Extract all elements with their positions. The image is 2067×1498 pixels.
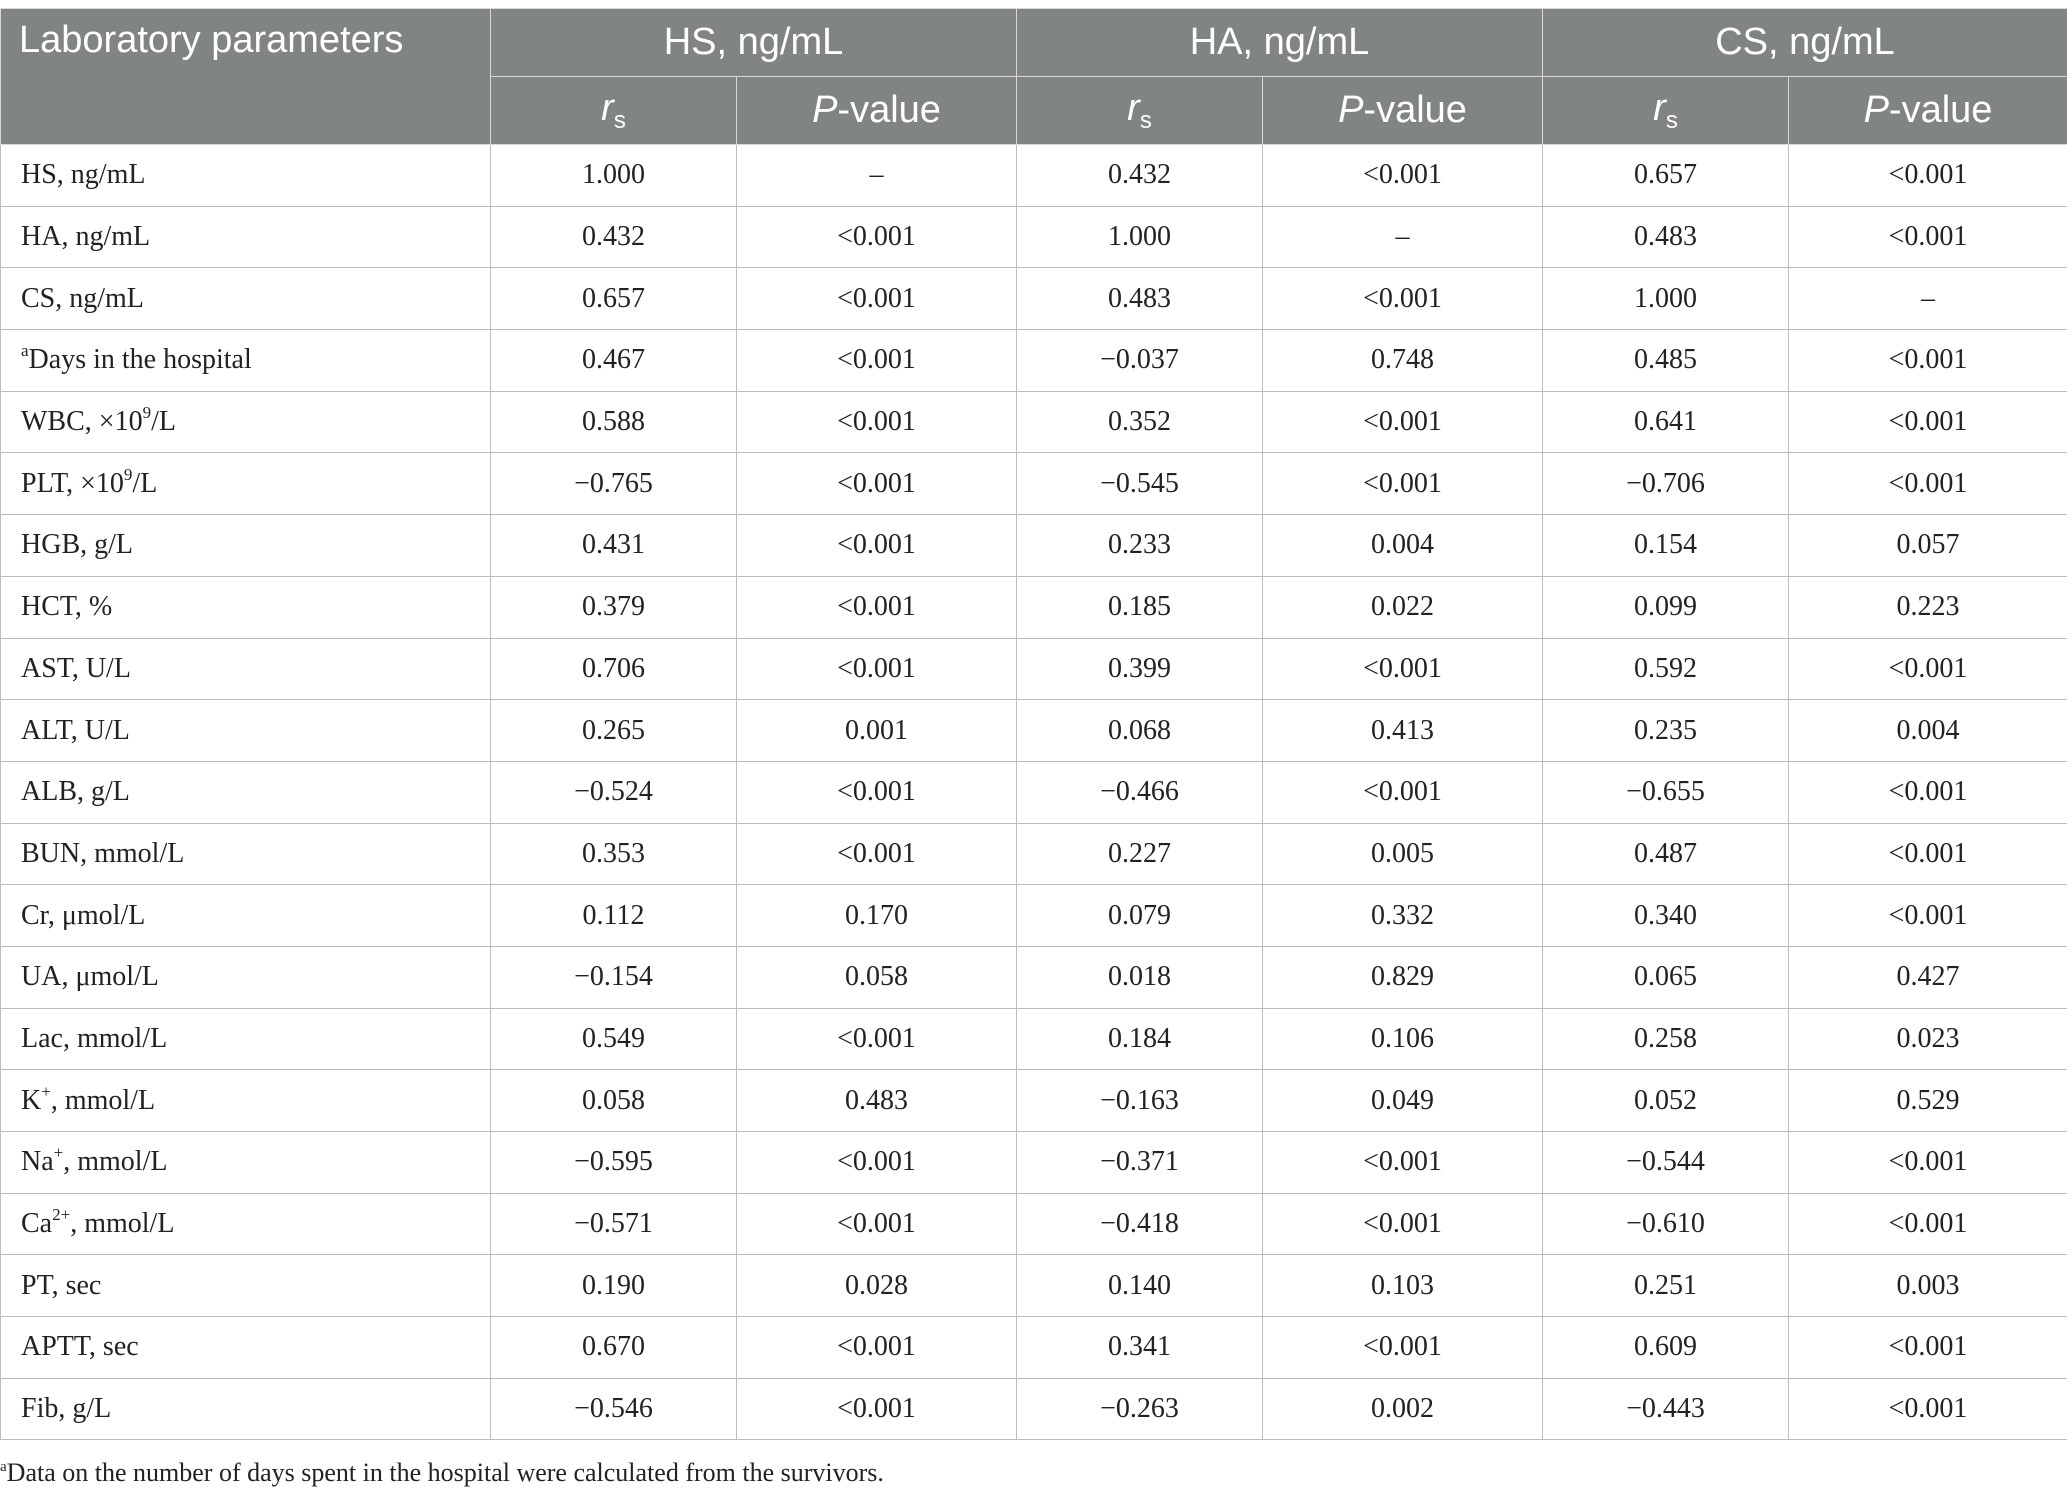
hs-p-cell: <0.001 bbox=[737, 330, 1017, 392]
ha-rs-cell: 0.483 bbox=[1017, 268, 1263, 330]
cs-rs-cell: 0.487 bbox=[1543, 823, 1789, 885]
hs-p-cell: 0.028 bbox=[737, 1255, 1017, 1317]
cs-p-cell: <0.001 bbox=[1789, 823, 2067, 885]
hs-p-cell: <0.001 bbox=[737, 391, 1017, 453]
footnote-text: Data on the number of days spent in the hospital were calculated from the survivors. bbox=[6, 1458, 884, 1487]
cs-p-cell: <0.001 bbox=[1789, 206, 2067, 268]
hs-rs-cell: 0.431 bbox=[491, 515, 737, 577]
hs-rs-cell: 0.588 bbox=[491, 391, 737, 453]
parameter-name-cell bbox=[1, 1193, 491, 1255]
cs-rs-cell: 1.000 bbox=[1543, 268, 1789, 330]
cs-rs-cell: 0.235 bbox=[1543, 700, 1789, 762]
cs-p-cell: <0.001 bbox=[1789, 330, 2067, 392]
cs-p-cell: 0.003 bbox=[1789, 1255, 2067, 1317]
r-subscript: s bbox=[1665, 106, 1678, 134]
hs-rs-cell: −0.154 bbox=[491, 946, 737, 1008]
cs-p-cell: <0.001 bbox=[1789, 145, 2067, 207]
parameter-name-cell bbox=[1, 1378, 491, 1440]
table-row bbox=[1, 268, 2067, 330]
hs-p-cell: 0.170 bbox=[737, 885, 1017, 947]
hs-p-cell: <0.001 bbox=[737, 576, 1017, 638]
parameter-name: WBC, ×10 bbox=[21, 406, 143, 438]
table-row bbox=[1, 1070, 2067, 1132]
parameter-name: Fib, g/L bbox=[21, 1393, 112, 1425]
hs-rs-cell: 0.379 bbox=[491, 576, 737, 638]
cs-p-cell: <0.001 bbox=[1789, 638, 2067, 700]
cs-p-cell: <0.001 bbox=[1789, 453, 2067, 515]
hs-p-cell: <0.001 bbox=[737, 1132, 1017, 1194]
hs-p-cell: <0.001 bbox=[737, 1008, 1017, 1070]
ha-rs-cell: 0.184 bbox=[1017, 1008, 1263, 1070]
table-row bbox=[1, 391, 2067, 453]
ha-p-cell: 0.022 bbox=[1263, 576, 1543, 638]
cs-p-cell: 0.427 bbox=[1789, 946, 2067, 1008]
ha-p-cell: <0.001 bbox=[1263, 391, 1543, 453]
parameter-name: CS, ng/mL bbox=[21, 282, 144, 314]
ha-p-cell: 0.049 bbox=[1263, 1070, 1543, 1132]
ha-rs-cell: 0.018 bbox=[1017, 946, 1263, 1008]
parameter-name-cell bbox=[1, 885, 491, 947]
parameter-name: HA, ng/mL bbox=[21, 221, 151, 253]
parameter-name: PLT, ×10 bbox=[21, 467, 124, 499]
table-row bbox=[1, 330, 2067, 392]
cs-rs-cell: −0.544 bbox=[1543, 1132, 1789, 1194]
cs-p-cell: 0.057 bbox=[1789, 515, 2067, 577]
cs-p-cell: <0.001 bbox=[1789, 1317, 2067, 1379]
table-body bbox=[1, 145, 2067, 1440]
parameter-name: K bbox=[21, 1084, 42, 1116]
parameter-name: HCT, % bbox=[21, 591, 113, 623]
table-row bbox=[1, 700, 2067, 762]
ha-p-cell: 0.106 bbox=[1263, 1008, 1543, 1070]
parameter-post: , mmol/L bbox=[70, 1208, 175, 1240]
parameter-name-cell bbox=[1, 330, 491, 392]
parameter-post: /L bbox=[151, 406, 176, 438]
parameter-sup: 9 bbox=[123, 464, 133, 484]
parameter-name: Ca bbox=[21, 1208, 53, 1240]
cs-rs-cell: −0.655 bbox=[1543, 761, 1789, 823]
hs-rs-cell: −0.765 bbox=[491, 453, 737, 515]
ha-p-cell: 0.004 bbox=[1263, 515, 1543, 577]
correlation-table-wrapper bbox=[0, 8, 2067, 1440]
hs-rs-cell: −0.595 bbox=[491, 1132, 737, 1194]
cs-p-cell: 0.004 bbox=[1789, 700, 2067, 762]
ha-rs-cell: 0.233 bbox=[1017, 515, 1263, 577]
table-row bbox=[1, 823, 2067, 885]
ha-p-cell: <0.001 bbox=[1263, 761, 1543, 823]
parameter-post: , mmol/L bbox=[63, 1146, 168, 1178]
parameter-name-cell bbox=[1, 268, 491, 330]
p-symbol: P bbox=[1863, 89, 1889, 131]
r-symbol: r bbox=[1653, 86, 1666, 129]
table-row bbox=[1, 1008, 2067, 1070]
r-symbol: r bbox=[601, 86, 614, 129]
table-row bbox=[1, 1132, 2067, 1194]
parameter-sup: + bbox=[53, 1143, 64, 1163]
parameter-name-cell bbox=[1, 1255, 491, 1317]
header-rs bbox=[491, 77, 737, 145]
r-subscript: s bbox=[613, 106, 626, 134]
parameter-name-cell bbox=[1, 1008, 491, 1070]
cs-rs-cell: 0.065 bbox=[1543, 946, 1789, 1008]
parameter-post: /L bbox=[132, 467, 158, 499]
cs-p-cell: <0.001 bbox=[1789, 761, 2067, 823]
cs-rs-cell: −0.443 bbox=[1543, 1378, 1789, 1440]
cs-p-cell: 0.223 bbox=[1789, 576, 2067, 638]
parameter-name-cell bbox=[1, 453, 491, 515]
ha-p-cell: 0.103 bbox=[1263, 1255, 1543, 1317]
table-row bbox=[1, 638, 2067, 700]
parameter-name: Days in the hospital bbox=[28, 344, 252, 376]
cs-rs-cell: 0.154 bbox=[1543, 515, 1789, 577]
table-row bbox=[1, 1317, 2067, 1379]
parameter-name: Cr, μmol/L bbox=[21, 899, 146, 931]
hs-p-cell: 0.001 bbox=[737, 700, 1017, 762]
hs-rs-cell: −0.571 bbox=[491, 1193, 737, 1255]
ha-p-cell: 0.748 bbox=[1263, 330, 1543, 392]
parameter-name: HS, ng/mL bbox=[21, 159, 146, 191]
ha-rs-cell: 0.432 bbox=[1017, 145, 1263, 207]
cs-rs-cell: −0.610 bbox=[1543, 1193, 1789, 1255]
ha-p-cell: 0.002 bbox=[1263, 1378, 1543, 1440]
header-rs bbox=[1543, 77, 1789, 145]
table-row bbox=[1, 145, 2067, 207]
hs-rs-cell: −0.524 bbox=[491, 761, 737, 823]
hs-rs-cell: 0.549 bbox=[491, 1008, 737, 1070]
parameter-name-cell bbox=[1, 946, 491, 1008]
cs-rs-cell: 0.258 bbox=[1543, 1008, 1789, 1070]
ha-p-cell: <0.001 bbox=[1263, 638, 1543, 700]
cs-rs-cell: 0.340 bbox=[1543, 885, 1789, 947]
hs-p-cell: <0.001 bbox=[737, 206, 1017, 268]
r-subscript: s bbox=[1139, 106, 1152, 134]
table-row bbox=[1, 885, 2067, 947]
ha-p-cell: 0.005 bbox=[1263, 823, 1543, 885]
ha-rs-cell: −0.466 bbox=[1017, 761, 1263, 823]
ha-p-cell: 0.332 bbox=[1263, 885, 1543, 947]
parameter-pre: a bbox=[21, 341, 29, 361]
ha-rs-cell: 1.000 bbox=[1017, 206, 1263, 268]
cs-p-cell: <0.001 bbox=[1789, 391, 2067, 453]
hs-rs-cell: 0.353 bbox=[491, 823, 737, 885]
cs-rs-cell: 0.251 bbox=[1543, 1255, 1789, 1317]
table-row bbox=[1, 576, 2067, 638]
parameter-name: Na bbox=[21, 1146, 54, 1178]
parameter-name-cell bbox=[1, 515, 491, 577]
table-row bbox=[1, 206, 2067, 268]
cs-rs-cell: 0.052 bbox=[1543, 1070, 1789, 1132]
footnote bbox=[0, 1458, 884, 1488]
header-group-hs: HS, ng/mL bbox=[491, 9, 1017, 77]
hs-rs-cell: 0.432 bbox=[491, 206, 737, 268]
parameter-name: HGB, g/L bbox=[21, 529, 133, 561]
parameter-name: ALT, U/L bbox=[21, 714, 130, 746]
cs-p-cell: <0.001 bbox=[1789, 1378, 2067, 1440]
cs-p-cell: <0.001 bbox=[1789, 1193, 2067, 1255]
ha-p-cell: 0.413 bbox=[1263, 700, 1543, 762]
p-symbol: P bbox=[1338, 89, 1364, 131]
ha-p-cell: <0.001 bbox=[1263, 268, 1543, 330]
ha-p-cell: <0.001 bbox=[1263, 145, 1543, 207]
hs-rs-cell: 0.706 bbox=[491, 638, 737, 700]
hs-rs-cell: −0.546 bbox=[491, 1378, 737, 1440]
ha-rs-cell: 0.140 bbox=[1017, 1255, 1263, 1317]
header-p-value bbox=[1263, 77, 1543, 145]
ha-p-cell: <0.001 bbox=[1263, 453, 1543, 515]
cs-rs-cell: 0.592 bbox=[1543, 638, 1789, 700]
ha-rs-cell: −0.263 bbox=[1017, 1378, 1263, 1440]
parameter-post: , mmol/L bbox=[50, 1084, 156, 1116]
table-row bbox=[1, 453, 2067, 515]
ha-rs-cell: −0.163 bbox=[1017, 1070, 1263, 1132]
hs-p-cell: <0.001 bbox=[737, 761, 1017, 823]
parameter-name-cell bbox=[1, 145, 491, 207]
parameter-name-cell bbox=[1, 823, 491, 885]
ha-p-cell: <0.001 bbox=[1263, 1132, 1543, 1194]
cs-rs-cell: 0.657 bbox=[1543, 145, 1789, 207]
parameter-name-cell bbox=[1, 1317, 491, 1379]
hs-rs-cell: 0.657 bbox=[491, 268, 737, 330]
hs-rs-cell: 0.112 bbox=[491, 885, 737, 947]
p-symbol: P bbox=[812, 89, 838, 131]
ha-rs-cell: 0.341 bbox=[1017, 1317, 1263, 1379]
table-row bbox=[1, 946, 2067, 1008]
parameter-name-cell bbox=[1, 761, 491, 823]
cs-rs-cell: 0.483 bbox=[1543, 206, 1789, 268]
cs-p-cell: <0.001 bbox=[1789, 1132, 2067, 1194]
header-rs bbox=[1017, 77, 1263, 145]
correlation-table bbox=[0, 8, 2067, 1440]
hs-rs-cell: 0.190 bbox=[491, 1255, 737, 1317]
ha-rs-cell: −0.037 bbox=[1017, 330, 1263, 392]
cs-p-cell: – bbox=[1789, 268, 2067, 330]
ha-p-cell: <0.001 bbox=[1263, 1317, 1543, 1379]
cs-p-cell: 0.023 bbox=[1789, 1008, 2067, 1070]
hs-rs-cell: 0.467 bbox=[491, 330, 737, 392]
ha-rs-cell: 0.352 bbox=[1017, 391, 1263, 453]
ha-rs-cell: 0.079 bbox=[1017, 885, 1263, 947]
ha-p-cell: 0.829 bbox=[1263, 946, 1543, 1008]
parameter-name: BUN, mmol/L bbox=[21, 837, 185, 869]
parameter-sup: 9 bbox=[142, 403, 152, 423]
parameter-sup: 2+ bbox=[52, 1205, 71, 1225]
parameter-name: Lac, mmol/L bbox=[21, 1022, 168, 1054]
hs-p-cell: 0.483 bbox=[737, 1070, 1017, 1132]
parameter-name: AST, U/L bbox=[21, 652, 131, 684]
ha-rs-cell: 0.227 bbox=[1017, 823, 1263, 885]
cs-p-cell: 0.529 bbox=[1789, 1070, 2067, 1132]
header-group-cs: CS, ng/mL bbox=[1543, 9, 2067, 77]
cs-rs-cell: −0.706 bbox=[1543, 453, 1789, 515]
hs-p-cell: <0.001 bbox=[737, 1317, 1017, 1379]
hs-p-cell: <0.001 bbox=[737, 1378, 1017, 1440]
header-p-value bbox=[1789, 77, 2067, 145]
ha-rs-cell: −0.418 bbox=[1017, 1193, 1263, 1255]
hs-rs-cell: 0.058 bbox=[491, 1070, 737, 1132]
p-rest: -value bbox=[837, 89, 941, 131]
cs-rs-cell: 0.485 bbox=[1543, 330, 1789, 392]
parameter-name-cell bbox=[1, 576, 491, 638]
r-symbol: r bbox=[1127, 86, 1140, 129]
ha-rs-cell: 0.185 bbox=[1017, 576, 1263, 638]
ha-rs-cell: 0.068 bbox=[1017, 700, 1263, 762]
hs-p-cell: <0.001 bbox=[737, 638, 1017, 700]
table-row bbox=[1, 1193, 2067, 1255]
p-rest: -value bbox=[1888, 89, 1993, 131]
footnote-marker: a bbox=[0, 1459, 7, 1475]
header-laboratory-parameters: Laboratory parameters bbox=[1, 9, 491, 145]
ha-rs-cell: 0.399 bbox=[1017, 638, 1263, 700]
ha-p-cell: – bbox=[1263, 206, 1543, 268]
table-row bbox=[1, 515, 2067, 577]
hs-p-cell: <0.001 bbox=[737, 1193, 1017, 1255]
table-row bbox=[1, 761, 2067, 823]
parameter-name: PT, sec bbox=[21, 1269, 102, 1301]
parameter-sup: + bbox=[41, 1081, 51, 1101]
parameter-name: ALB, g/L bbox=[21, 776, 130, 808]
ha-rs-cell: −0.371 bbox=[1017, 1132, 1263, 1194]
parameter-name-cell bbox=[1, 700, 491, 762]
header-p-value bbox=[737, 77, 1017, 145]
p-rest: -value bbox=[1363, 89, 1467, 131]
table-row bbox=[1, 1255, 2067, 1317]
cs-rs-cell: 0.641 bbox=[1543, 391, 1789, 453]
table-header bbox=[1, 9, 2067, 145]
cs-rs-cell: 0.099 bbox=[1543, 576, 1789, 638]
ha-rs-cell: −0.545 bbox=[1017, 453, 1263, 515]
hs-p-cell: 0.058 bbox=[737, 946, 1017, 1008]
parameter-name-cell bbox=[1, 638, 491, 700]
parameter-name-cell bbox=[1, 391, 491, 453]
hs-p-cell: <0.001 bbox=[737, 268, 1017, 330]
hs-p-cell: – bbox=[737, 145, 1017, 207]
hs-p-cell: <0.001 bbox=[737, 823, 1017, 885]
parameter-name-cell bbox=[1, 1070, 491, 1132]
hs-p-cell: <0.001 bbox=[737, 515, 1017, 577]
parameter-name-cell bbox=[1, 1132, 491, 1194]
cs-rs-cell: 0.609 bbox=[1543, 1317, 1789, 1379]
cs-p-cell: <0.001 bbox=[1789, 885, 2067, 947]
table-row bbox=[1, 1378, 2067, 1440]
parameter-name: APTT, sec bbox=[21, 1331, 139, 1363]
hs-p-cell: <0.001 bbox=[737, 453, 1017, 515]
hs-rs-cell: 0.670 bbox=[491, 1317, 737, 1379]
hs-rs-cell: 1.000 bbox=[491, 145, 737, 207]
parameter-name: UA, μmol/L bbox=[21, 961, 159, 993]
header-group-ha: HA, ng/mL bbox=[1017, 9, 1543, 77]
parameter-name-cell bbox=[1, 206, 491, 268]
hs-rs-cell: 0.265 bbox=[491, 700, 737, 762]
ha-p-cell: <0.001 bbox=[1263, 1193, 1543, 1255]
